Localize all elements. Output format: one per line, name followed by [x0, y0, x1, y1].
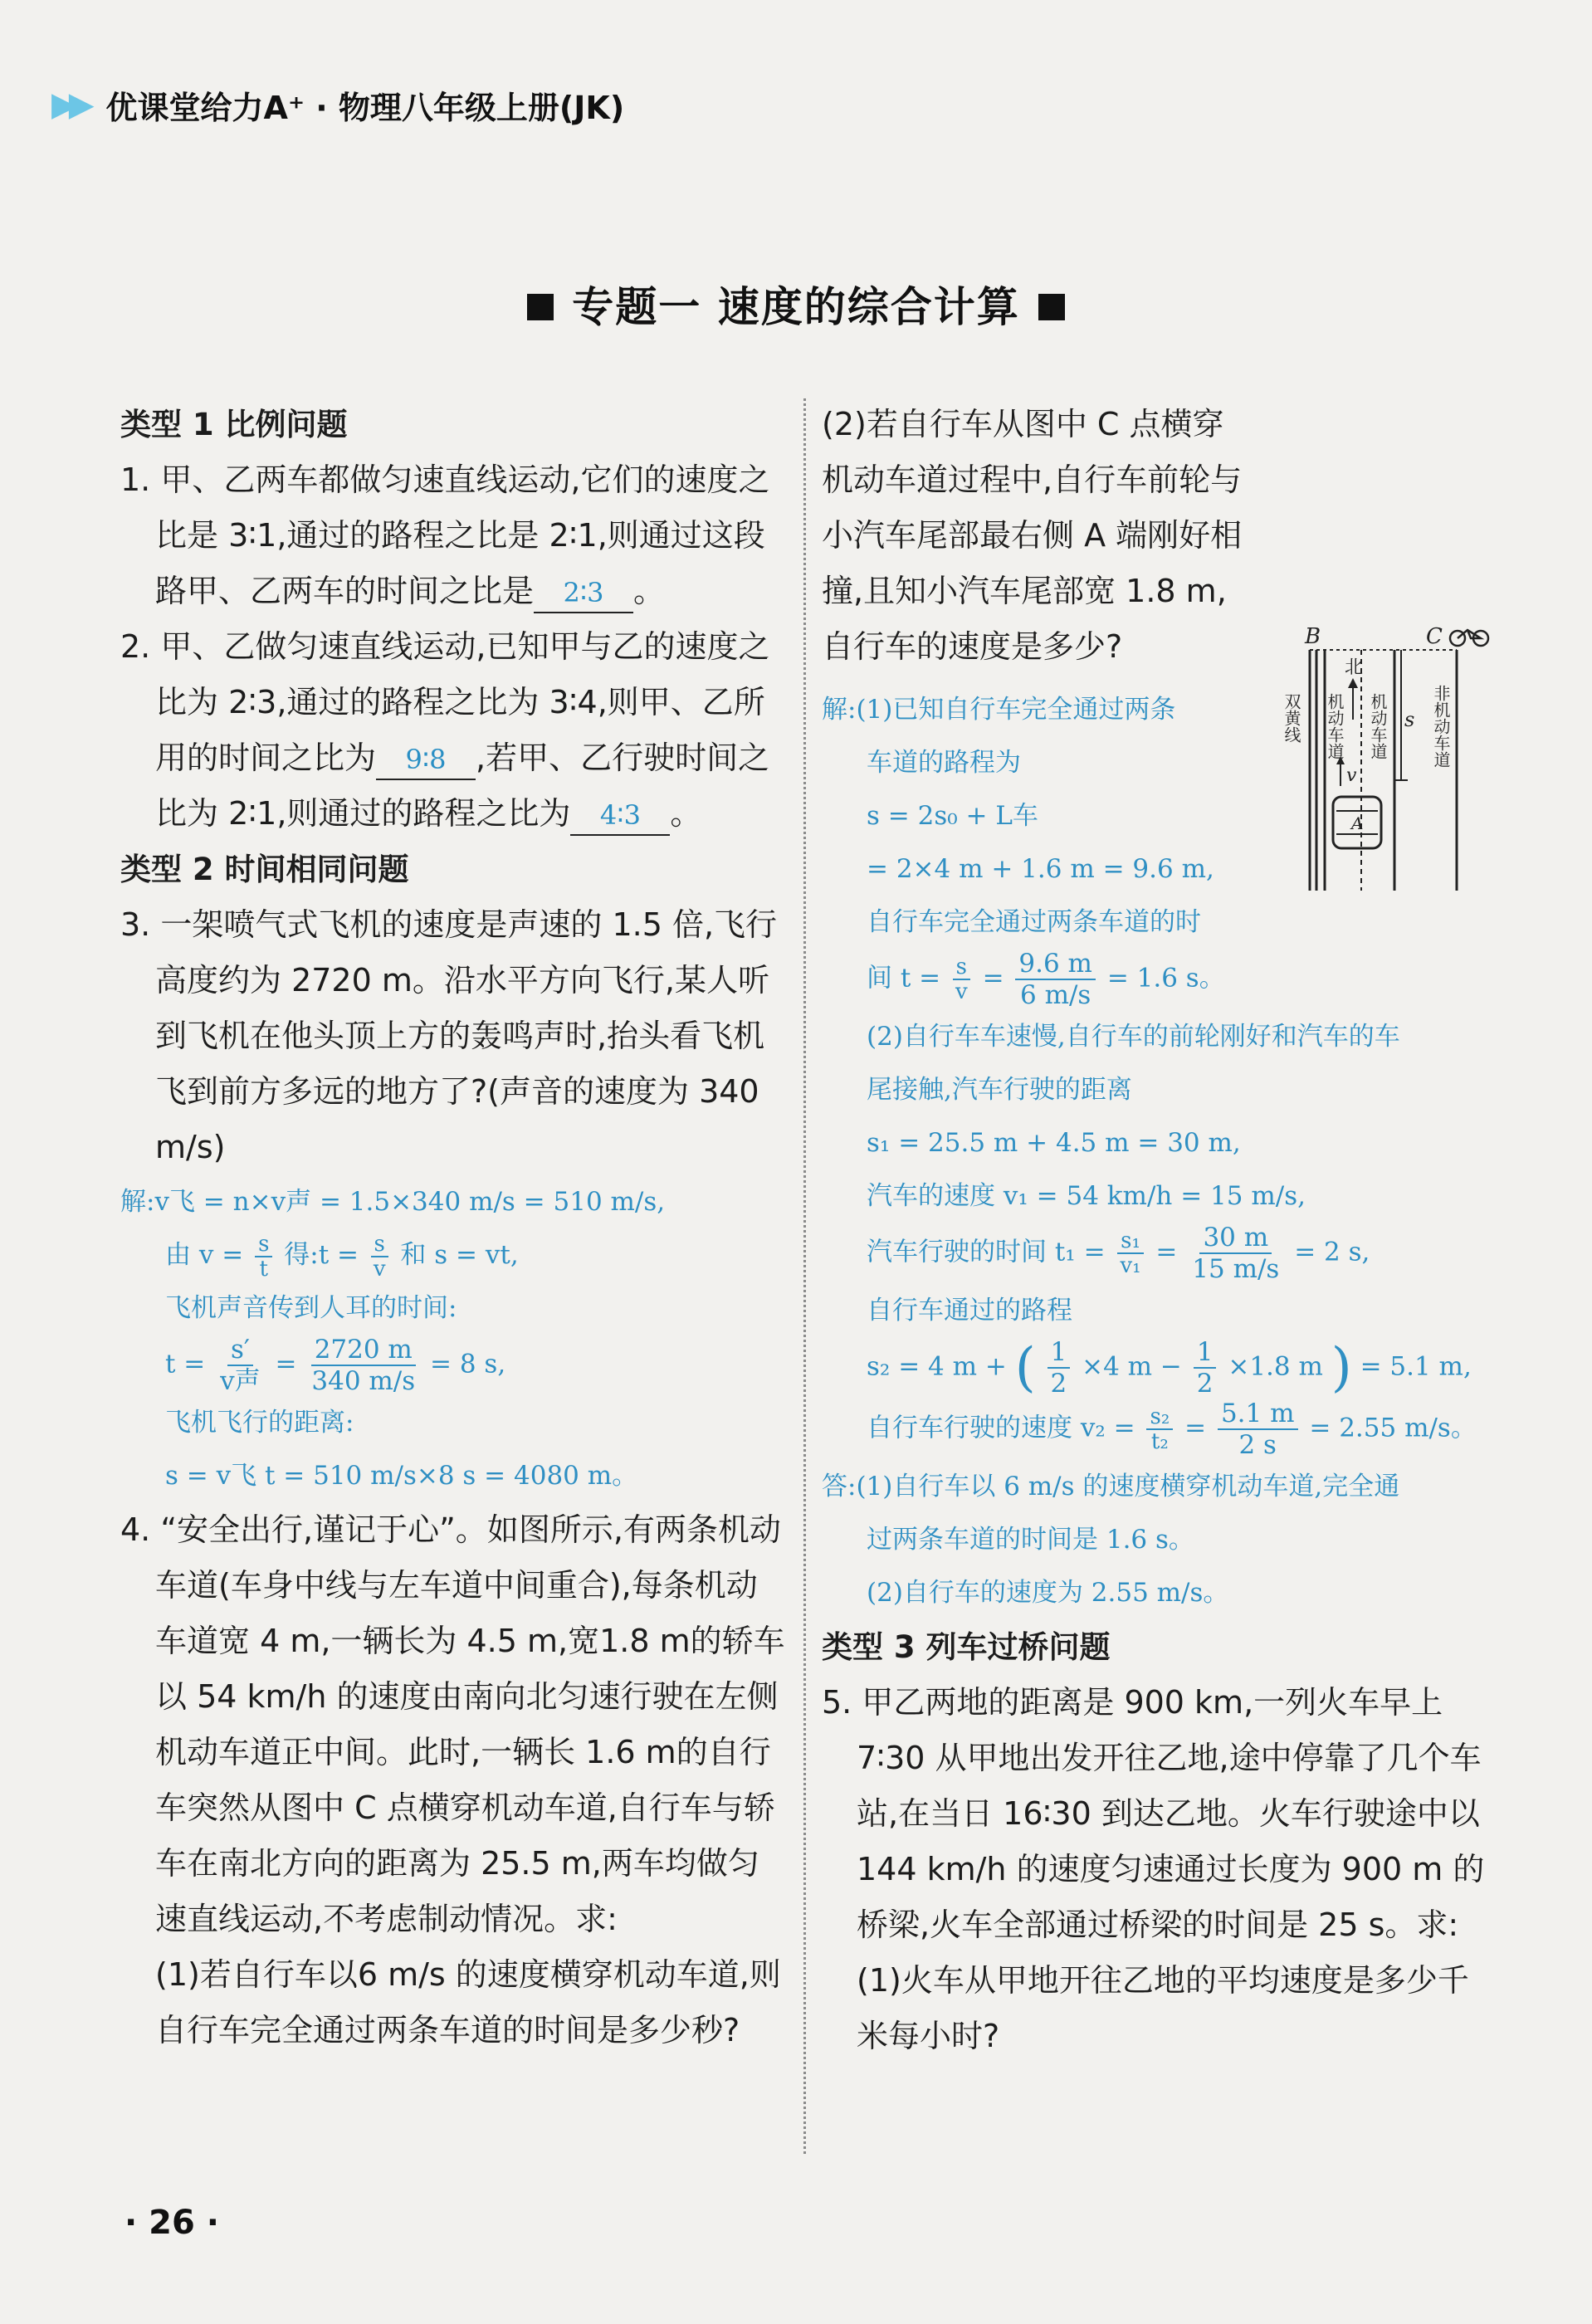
label-v: v — [1346, 765, 1357, 786]
q2-number: 2. — [120, 628, 151, 665]
q1-answer: 2∶3 — [534, 574, 633, 613]
lane-diagram — [1278, 627, 1498, 901]
sol3-line4 — [120, 1335, 789, 1396]
q2-end: 。 — [670, 795, 702, 832]
sol4-l13c: ×1.8 m — [1228, 1351, 1323, 1382]
frac-den: 15 m/s — [1192, 1254, 1280, 1284]
sol3-l2b: 得:t = — [284, 1240, 359, 1270]
question-4 — [120, 1502, 789, 1947]
frac-num: s₁ — [1117, 1229, 1144, 1254]
q5-number: 5. — [822, 1684, 852, 1721]
fraction — [1218, 1399, 1298, 1460]
frac-num: s₂ — [1146, 1405, 1173, 1430]
column-divider — [803, 398, 806, 2154]
sol4-l6a: 间 t = — [867, 963, 941, 994]
sol4-line1: 解:(1)已知自行车完全通过两条 — [822, 695, 1176, 725]
square-bullet-icon — [527, 294, 554, 320]
fraction — [217, 1335, 264, 1396]
sol3-line1: 解:v飞 = n×v声 = 1.5×340 m/s = 510 m/s, — [120, 1187, 666, 1217]
label-a: A — [1351, 813, 1364, 833]
sol3-line2 — [120, 1228, 789, 1282]
frac-num: 5.1 m — [1218, 1399, 1298, 1430]
frac-den: v — [373, 1256, 386, 1282]
solution-3 — [120, 1175, 789, 1502]
page-number: · 26 · — [125, 2204, 219, 2242]
fraction — [308, 1335, 418, 1396]
frac-num: 30 m — [1199, 1223, 1272, 1254]
header-arrows-icon: ▶▶ — [51, 85, 86, 124]
frac-den: v声 — [220, 1366, 261, 1396]
sol4-l6c: = 1.6 s。 — [1106, 963, 1225, 994]
answer-line2: 过两条车道的时间是 1.6 s。 — [867, 1525, 1194, 1555]
sol4-l11b: = — [1155, 1237, 1178, 1267]
sol4-line3: s = 2s₀ + L车 — [867, 801, 1038, 831]
frac-den: v₁ — [1120, 1253, 1141, 1278]
sol4-line9: s₁ = 25.5 m + 4.5 m = 30 m, — [867, 1128, 1241, 1158]
q2-text-b: ,若甲、乙行驶时间之比为 2∶1,则通过的路程之比为 — [155, 740, 770, 832]
sol4-line2: 车道的路程为 — [867, 748, 1021, 778]
lane-double-yellow: 双黄线 — [1282, 693, 1301, 743]
q4-text: “安全出行,谨记于心”。如图所示,有两条机动车道(车身中线与左车道中间重合),每条机动车道宽 4 m,一辆长为 4.5 m,宽1.8 m的轿车以 54 km/h 的速度由南向北匀速行驶在左侧机动车道正中间。此时,一辆长 1.6 m的自行车突然从图中 C 点横穿机动车道,自行车与轿车在南北方向的距离为 25.5 m,两车均做匀速直线运动,不考虑制动情况。求: — [155, 1511, 785, 1937]
frac-den: 6 m/s — [1020, 980, 1091, 1010]
sol4-line7: (2)自行车车速慢,自行车的前轮刚好和汽车的车 — [867, 1022, 1400, 1052]
q2-answer-a: 9∶8 — [376, 740, 476, 780]
question-3 — [120, 897, 789, 1175]
sol3-l2a: 由 v = — [165, 1240, 244, 1270]
label-s: s — [1404, 708, 1415, 731]
q5-text: 甲乙两地的距离是 900 km,一列火车早上 7∶30 从甲地出发开往乙地,途中停靠了几个车站,在当日 16∶30 到达乙地。火车行驶途中以 144 km/h 的速度匀速通过长度为 900 m 的桥梁,火车全部通过桥梁的时间是 25 s。求: — [857, 1684, 1485, 1943]
lane-motor-2: 机动车道 — [1368, 693, 1388, 759]
sol3-l4a: t = — [165, 1349, 206, 1379]
q4-number: 4. — [120, 1511, 151, 1548]
fraction — [370, 1233, 389, 1281]
fraction — [1194, 1337, 1217, 1399]
frac-den: v — [955, 979, 968, 1004]
sol3-l2c: 和 s = vt, — [400, 1240, 519, 1270]
sol3-line5: 飞机飞行的距离: — [165, 1408, 354, 1438]
lane-non-motor: 非机动车道 — [1431, 685, 1451, 768]
answer-line3: (2)自行车的速度为 2.55 m/s。 — [867, 1578, 1229, 1608]
label-c: C — [1426, 627, 1443, 649]
q1-number: 1. — [120, 461, 151, 498]
question-2 — [120, 619, 789, 842]
north-label: 北 — [1345, 657, 1364, 678]
sol4-line13 — [822, 1337, 1486, 1399]
sol4-l13d: = 5.1 m, — [1360, 1351, 1472, 1382]
left-column — [120, 397, 789, 2058]
bicycle-icon — [1450, 630, 1488, 646]
sol4-l14a: 自行车行驶的速度 v₂ = — [867, 1413, 1135, 1443]
sol4-l13a: s₂ = 4 m + — [867, 1351, 1007, 1382]
frac-den: t₂ — [1150, 1429, 1169, 1454]
sol3-l4c: = 8 s, — [430, 1349, 506, 1379]
q3-number: 3. — [120, 906, 151, 943]
frac-num: s — [371, 1233, 388, 1257]
q3-text: 一架喷气式飞机的速度是声速的 1.5 倍,飞行高度约为 2720 m。沿水平方向飞行,某人听到飞机在他头顶上方的轰鸣声时,抬头看飞机飞到前方多远的地方了?(声音的速度为 340 m/s) — [155, 906, 778, 1165]
frac-num: 2720 m — [311, 1335, 416, 1366]
frac-num: 9.6 m — [1015, 949, 1096, 980]
sol3-line3: 飞机声音传到人耳的时间: — [165, 1293, 457, 1323]
sol3-line6: s = v飞 t = 510 m/s×8 s = 4080 m。 — [165, 1461, 638, 1491]
frac-den: 2 — [1196, 1369, 1214, 1399]
frac-den: 2 — [1050, 1369, 1067, 1399]
q1-text: 甲、乙两车都做匀速直线运动,它们的速度之比是 3∶1,通过的路程之比是 2∶1,则通过这段路甲、乙两车的时间之比是 — [155, 461, 770, 609]
q4-part2: (2)若自行车从图中 C 点横穿机动车道过程中,自行车前轮与小汽车尾部最右侧 A 端刚好相撞,且知小汽车尾部宽 1.8 m,自行车的速度是多少? — [822, 406, 1243, 665]
fraction — [1116, 1229, 1144, 1277]
q5-part1: (1)火车从甲地开往乙地的平均速度是多少千米每小时? — [857, 1962, 1469, 2054]
square-bullet-icon — [1038, 294, 1065, 320]
question-1 — [120, 452, 789, 619]
type1-heading: 类型 1 比例问题 — [120, 407, 348, 442]
frac-num: 1 — [1047, 1337, 1071, 1369]
sol4-line4: = 2×4 m + 1.6 m = 9.6 m, — [867, 854, 1214, 884]
q4-part1: (1)若自行车以6 m/s 的速度横穿机动车道,则自行车完全通过两条车道的时间是多少秒? — [155, 1956, 781, 2048]
type2-heading: 类型 2 时间相同问题 — [120, 852, 409, 887]
sol4-line14 — [822, 1399, 1486, 1460]
fraction — [1047, 1337, 1071, 1399]
page-header — [51, 80, 624, 129]
sol4-line11 — [822, 1223, 1486, 1284]
left-paren: ( — [1014, 1337, 1036, 1399]
sol4-l14b: = — [1184, 1413, 1207, 1443]
fraction — [952, 955, 971, 1003]
type3-heading: 类型 3 列车过桥问题 — [822, 1629, 1111, 1665]
frac-num: s′ — [227, 1335, 253, 1366]
fraction — [1015, 949, 1096, 1010]
topic-title — [0, 274, 1592, 334]
sol4-line6 — [822, 949, 1486, 1010]
q1-end: 。 — [633, 573, 666, 609]
answer-line1: 答:(1)自行车以 6 m/s 的速度横穿机动车道,完全通 — [822, 1472, 1400, 1501]
frac-den: t — [259, 1256, 268, 1282]
fraction — [1146, 1405, 1173, 1453]
sol4-l11c: = 2 s, — [1294, 1237, 1370, 1267]
sol4-l13b: ×4 m − — [1082, 1351, 1182, 1382]
sol3-l4b: = — [275, 1349, 297, 1379]
sol4-l6b: = — [982, 963, 1004, 994]
question-5 — [822, 1675, 1486, 1953]
book-title: 优课堂给力A⁺ · 物理八年级上册(JK) — [105, 89, 625, 126]
frac-num: s — [953, 955, 970, 980]
q2-answer-b: 4∶3 — [570, 796, 670, 836]
sol4-line12: 自行车通过的路程 — [867, 1296, 1072, 1326]
label-b: B — [1305, 627, 1321, 649]
frac-num: 1 — [1194, 1337, 1217, 1369]
frac-den: 340 m/s — [311, 1366, 416, 1396]
topic-title-text: 专题一 速度的综合计算 — [572, 283, 1020, 331]
sol4-l14c: = 2.55 m/s。 — [1309, 1413, 1477, 1443]
sol4-line5: 自行车完全通过两条车道的时 — [867, 907, 1201, 937]
frac-num: s — [255, 1233, 272, 1257]
frac-den: 2 s — [1238, 1430, 1277, 1460]
fraction — [255, 1233, 272, 1281]
right-paren: ) — [1331, 1337, 1352, 1399]
sol4-line10: 汽车的速度 v₁ = 54 km/h = 15 m/s, — [867, 1181, 1306, 1211]
sol4-l11a: 汽车行驶的时间 t₁ = — [867, 1237, 1106, 1267]
fraction — [1189, 1223, 1282, 1284]
lane-motor-1: 机动车道 — [1325, 693, 1345, 759]
sol4-line8: 尾接触,汽车行驶的距离 — [867, 1075, 1132, 1105]
q2-text-a: 甲、乙做匀速直线运动,已知甲与乙的速度之比为 2∶3,通过的路程之比为 3∶4,则甲、乙所用的时间之比为 — [155, 628, 770, 776]
